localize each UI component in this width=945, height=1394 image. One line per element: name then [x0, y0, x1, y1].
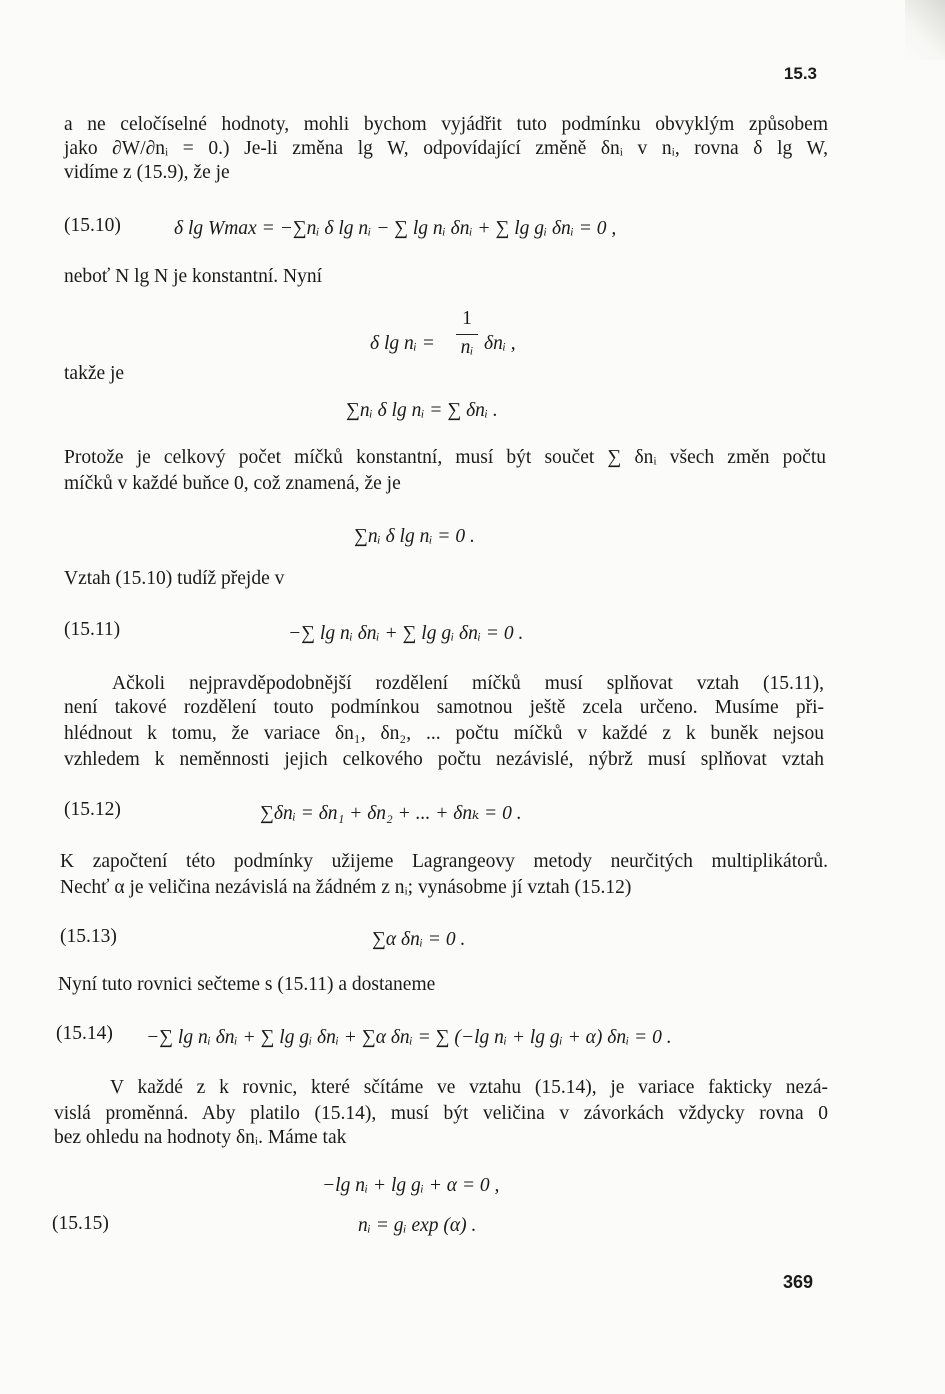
paragraph-8: Nyní tuto rovnici sečteme s (15.11) a dostaneme: [58, 974, 436, 995]
equation-number-15-11: (15.11): [64, 619, 121, 640]
paragraph-4-line-2: míčků v každé buňce 0, což znamená, že je: [64, 473, 401, 494]
page-corner-shadow: [905, 0, 945, 60]
paragraph-9-line-1: V každé z k rovnic, které sčítáme ve vztahu (15.14), je variace fakticky nezá-: [110, 1077, 828, 1098]
equation-dlg-lhs: δ lg nᵢ =: [370, 333, 435, 354]
section-header: 15.3: [783, 64, 817, 83]
equation-sum-2: ∑nᵢ δ lg nᵢ = 0 .: [354, 526, 475, 547]
equation-15-12: ∑δnᵢ = δn₁ + δn₂ + ... + δnₖ = 0 .: [260, 803, 522, 824]
equation-number-15-13: (15.13): [60, 926, 117, 947]
equation-15-14: −∑ lg nᵢ δnᵢ + ∑ lg gᵢ δnᵢ + ∑α δnᵢ = ∑ (−lg nᵢ + lg gᵢ + α) δnᵢ = 0 .: [146, 1027, 672, 1048]
paragraph-5: Vztah (15.10) tudíž přejde v: [64, 568, 285, 589]
paragraph-2: neboť N lg N je konstantní. Nyní: [64, 266, 323, 287]
page-number: 369: [782, 1272, 813, 1292]
equation-number-15-14: (15.14): [56, 1023, 113, 1044]
paragraph-4-line-1: Protože je celkový počet míčků konstantní, musí být součet ∑ δnᵢ všech změn počtu: [64, 447, 826, 468]
fraction-bar: [456, 334, 478, 335]
fraction-denominator: nᵢ: [460, 337, 474, 358]
equation-15-15-line-2: nᵢ = gᵢ exp (α) .: [358, 1215, 477, 1236]
paragraph-6-line-3: hlédnout k tomu, že variace δn₁, δn₂, ... počtu míčků v každé z k buněk nejsou: [64, 723, 824, 744]
paragraph-1-line-3: vidíme z (15.9), že je: [64, 162, 230, 183]
paragraph-3: takže je: [64, 363, 125, 384]
equation-number-15-10: (15.10): [64, 215, 121, 236]
equation-sum-1: ∑nᵢ δ lg nᵢ = ∑ δnᵢ .: [346, 400, 498, 421]
paragraph-6-line-2: není takové rozdělení touto podmínkou samotnou ještě zcela určeno. Musíme při-: [64, 697, 824, 718]
paragraph-6-line-1: Ačkoli nejpravděpodobnější rozdělení míčků musí splňovat vztah (15.11),: [112, 673, 824, 694]
paragraph-7-line-2: Nechť α je veličina nezávislá na žádném z nᵢ; vynásobme jí vztah (15.12): [60, 877, 632, 898]
paragraph-1-line-2: jako ∂W/∂nᵢ = 0.) Je-li změna lg W, odpovídající změně δnᵢ v nᵢ, rovna δ lg W,: [64, 138, 828, 159]
paragraph-7-line-1: K započtení této podmínky užijeme Lagrangeovy metody neurčitých multiplikátorů.: [60, 851, 828, 872]
paragraph-6-line-4: vzhledem k neměnnosti jejich celkového počtu nezávislé, nýbrž musí splňovat vztah: [64, 749, 824, 770]
equation-15-10: δ lg Wmax = −∑nᵢ δ lg nᵢ − ∑ lg nᵢ δnᵢ + ∑ lg gᵢ δnᵢ = 0 ,: [174, 218, 617, 239]
equation-15-13: ∑α δnᵢ = 0 .: [372, 929, 466, 950]
paragraph-9-line-2: vislá proměnná. Aby platilo (15.14), musí být veličina v závorkách vždycky rovna 0: [54, 1103, 828, 1124]
paragraph-1-line-1: a ne celočíselné hodnoty, mohli bychom vyjádřit tuto podmínku obvyklým způsobem: [64, 114, 828, 135]
paragraph-9-line-3: bez ohledu na hodnoty δnᵢ. Máme tak: [54, 1127, 347, 1148]
equation-15-11: −∑ lg nᵢ δnᵢ + ∑ lg gᵢ δnᵢ = 0 .: [288, 623, 524, 644]
equation-15-15-line-1: −lg nᵢ + lg gᵢ + α = 0 ,: [322, 1175, 500, 1196]
equation-dlg-rhs: δnᵢ ,: [484, 333, 516, 354]
fraction-numerator: 1: [462, 308, 472, 329]
equation-number-15-15: (15.15): [52, 1213, 109, 1234]
equation-number-15-12: (15.12): [64, 799, 121, 820]
